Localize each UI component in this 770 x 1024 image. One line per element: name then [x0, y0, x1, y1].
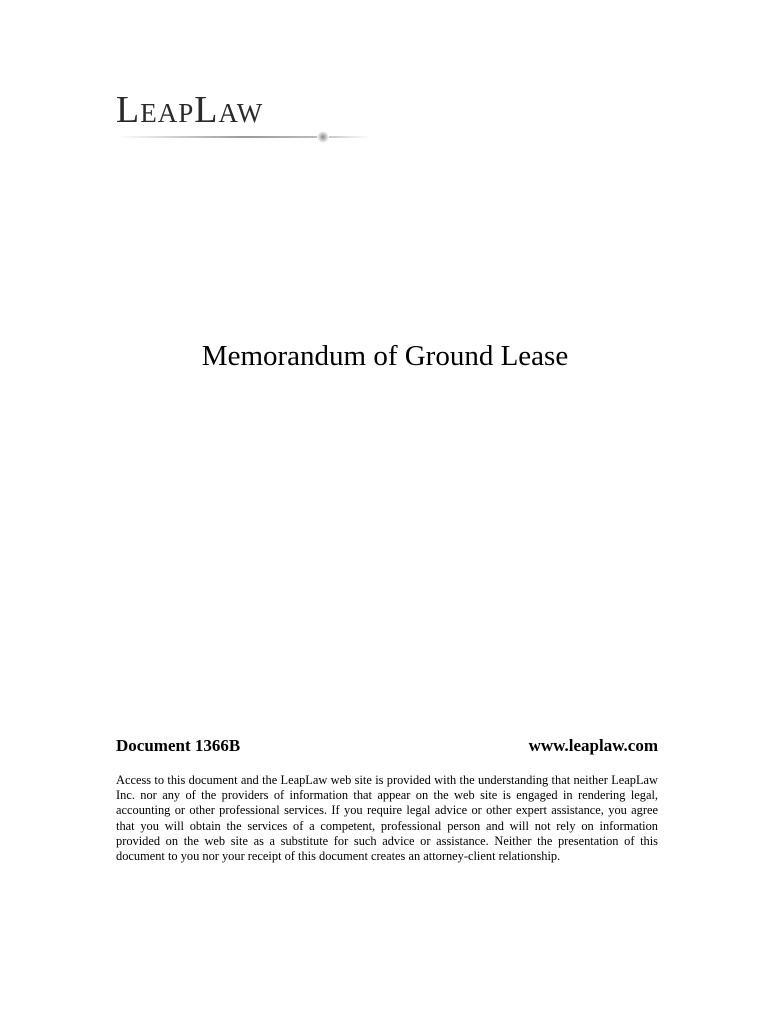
logo-underline-icon — [116, 130, 376, 144]
document-number: Document 1366B — [116, 736, 241, 755]
document-title: Memorandum of Ground Lease — [201, 340, 569, 372]
disclaimer-text: Access to this document and the LeapLaw web site is provided with the understanding that neither LeapLaw Inc. nor any of the providers of information that appear on the web site is engaged in rendering legal, accounting or other professional services. If you require legal advice or other expert assistance, you agree that you will obtain the services of a competent, professional person and will not rely on information provided on the web site as a substitute for such advice or assistance. Neither the presentation of this document to you nor your receipt of this document creates an attorney-client relationship. — [116, 773, 658, 864]
logo-wordmark: LeapLaw — [116, 89, 264, 131]
website-link[interactable]: www.leaplaw.com — [528, 736, 658, 755]
document-info-row — [116, 736, 658, 762]
leaplaw-logo — [116, 88, 376, 148]
